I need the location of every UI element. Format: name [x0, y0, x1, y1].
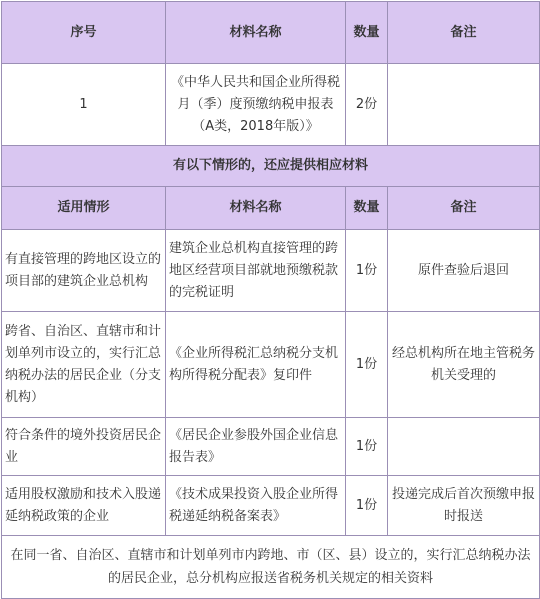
- table-header-row: [2, 2, 540, 64]
- header-material-name-2: 材料名称: [166, 187, 346, 230]
- header-quantity-2: 数量: [346, 187, 388, 230]
- quantity-cell: 1份: [346, 230, 388, 312]
- section-title: 有以下情形的，还应提供相应材料: [2, 146, 540, 187]
- footer-row: [2, 536, 540, 599]
- material-name-cell: 《技术成果投资入股企业所得税递延纳税备案表》: [166, 476, 346, 536]
- case-cell: 符合条件的境外投资居民企业: [2, 418, 166, 476]
- header-remarks-2: 备注: [388, 187, 540, 230]
- table-row: [2, 476, 540, 536]
- table-row: [2, 64, 540, 146]
- remarks-cell: [388, 418, 540, 476]
- case-cell: 适用股权激励和技术入股递延纳税政策的企业: [2, 476, 166, 536]
- header-remarks: 备注: [388, 2, 540, 64]
- section-row: [2, 146, 540, 187]
- header-material-name: 材料名称: [166, 2, 346, 64]
- remarks-cell: 原件查验后退回: [388, 230, 540, 312]
- material-name-cell: 《居民企业参股外国企业信息报告表》: [166, 418, 346, 476]
- remarks-cell: 投递完成后首次预缴申报时报送: [388, 476, 540, 536]
- row1-serial: 1: [2, 64, 166, 146]
- table-row: [2, 418, 540, 476]
- case-cell: 有直接管理的跨地区设立的项目部的建筑企业总机构: [2, 230, 166, 312]
- row1-material-name: 《中华人民共和国企业所得税月（季）度预缴纳税申报表（A类，2018年版）》: [166, 64, 346, 146]
- materials-table: [1, 1, 540, 599]
- material-name-cell: 《企业所得税汇总纳税分支机构所得税分配表》复印件: [166, 312, 346, 418]
- table-header-row-2: [2, 187, 540, 230]
- case-cell: 跨省、自治区、直辖市和计划单列市设立的，实行汇总纳税办法的居民企业（分支机构）: [2, 312, 166, 418]
- row1-remarks: [388, 64, 540, 146]
- quantity-cell: 1份: [346, 476, 388, 536]
- header-serial: 序号: [2, 2, 166, 64]
- row1-quantity: 2份: [346, 64, 388, 146]
- quantity-cell: 1份: [346, 418, 388, 476]
- table-row: [2, 312, 540, 418]
- material-name-cell: 建筑企业总机构直接管理的跨地区经营项目部就地预缴税款的完税证明: [166, 230, 346, 312]
- header-applicable-case: 适用情形: [2, 187, 166, 230]
- header-quantity: 数量: [346, 2, 388, 64]
- quantity-cell: 1份: [346, 312, 388, 418]
- table-row: [2, 230, 540, 312]
- remarks-cell: 经总机构所在地主管税务机关受理的: [388, 312, 540, 418]
- footer-note: 在同一省、自治区、直辖市和计划单列市内跨地、市（区、县）设立的，实行汇总纳税办法的居民企业，总分机构应报送省税务机关规定的相关资料: [2, 536, 540, 599]
